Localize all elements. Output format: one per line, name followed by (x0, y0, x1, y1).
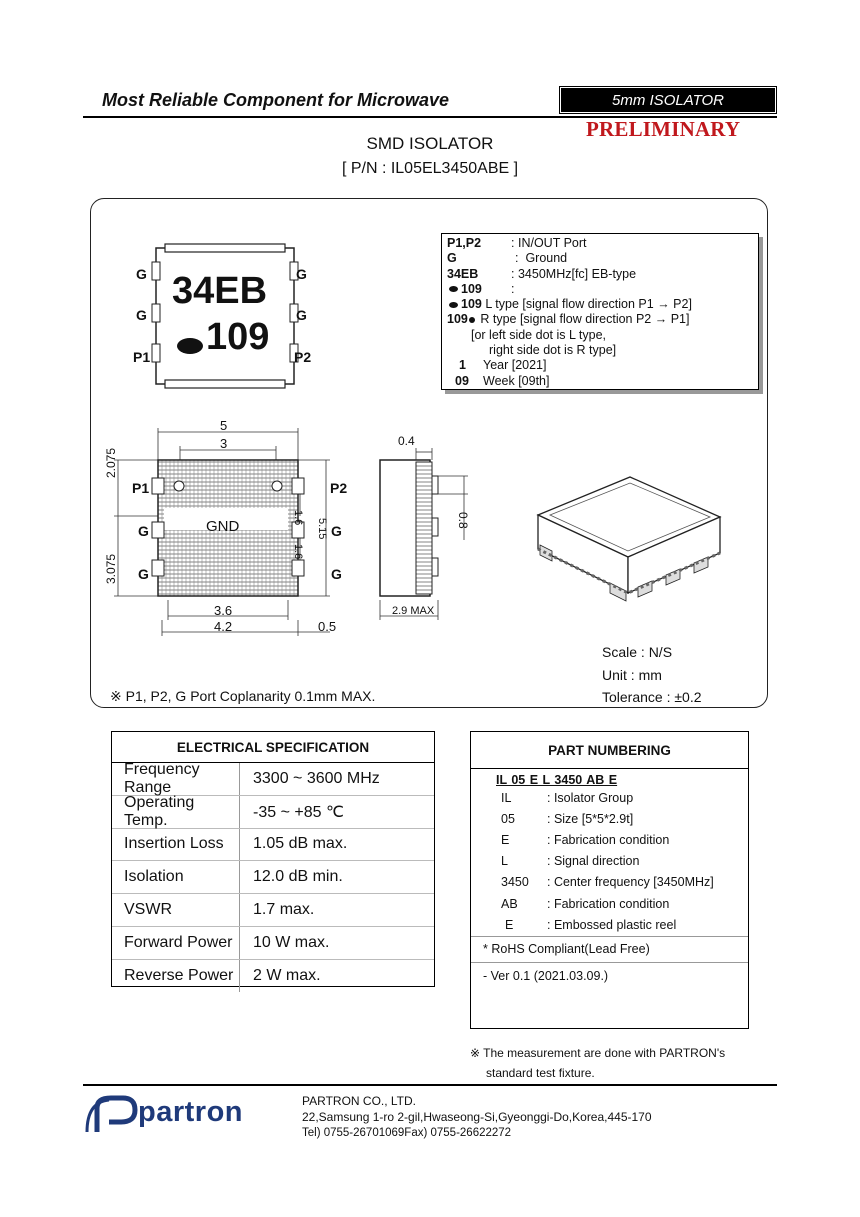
list-item: IL : Isolator Group (501, 790, 634, 805)
bottom-pin-right-1: P2 (330, 480, 348, 496)
company-phone: Tel) 0755-26701069Fax) 0755-26622272 (302, 1127, 512, 1139)
marking-lot: 109 (206, 316, 270, 358)
pin-right-2: G (296, 307, 307, 323)
legend-row: 109 R type [signal flow direction P2 → P1] (447, 312, 690, 327)
dim-08: 0.8 (456, 512, 470, 529)
dim-16b: 1.6 (292, 544, 304, 560)
terminal-bottom (165, 380, 285, 388)
legend-row: right side dot is R type] (489, 343, 617, 358)
dim-36: 3.6 (214, 603, 233, 618)
legend-row: 109 : (447, 282, 753, 297)
measurement-note-2: standard test fixture. (486, 1066, 595, 1080)
list-item: AB : Fabrication condition (501, 896, 670, 911)
dim-width: 5 (220, 418, 228, 433)
bottom-pin-left-2: G (138, 523, 149, 539)
pin1-mark (174, 481, 184, 491)
part-numbering-box (470, 731, 749, 1029)
tolerance-label: Tolerance : ±0.2 (602, 689, 702, 705)
marking-code: 34EB (172, 270, 268, 312)
dim-2075: 2.075 (104, 447, 118, 478)
list-item: E : Embossed plastic reel (505, 917, 677, 932)
pad-left-2 (152, 304, 160, 322)
dim-42: 4.2 (214, 619, 233, 634)
pad-p2 (292, 478, 304, 494)
pad-left-1 (152, 262, 160, 280)
dot-icon (449, 302, 458, 308)
bottom-pin-right-3: G (331, 566, 342, 582)
electrical-spec-table (111, 731, 435, 987)
part-number-title: [ P/N : IL05EL3450ABE ] (341, 160, 519, 177)
table-row: Frequency Range 3300 ~ 3600 MHz (112, 763, 434, 796)
legend-row: P1,P2 : IN/OUT Port (447, 236, 587, 250)
bottom-pin-left-1: P1 (132, 480, 150, 496)
pin-left-2: G (136, 307, 147, 323)
company-name: PARTRON CO., LTD. (302, 1094, 417, 1108)
dim-29: 2.9 MAX (392, 605, 435, 617)
dim-05: 0.5 (318, 619, 337, 634)
gnd-label: GND (206, 518, 240, 535)
legend-row: G : Ground (447, 251, 568, 266)
document-title: SMD ISOLATOR (366, 134, 494, 153)
table-row: VSWR 1.7 max. (112, 894, 434, 927)
table-row: Reverse Power 2 W max. (112, 960, 434, 992)
dot-icon (469, 317, 475, 323)
pin-right-1: G (296, 266, 307, 282)
company-address: 22,Samsung 1-ro 2-gil,Hwaseong-Si,Gyeonggi-Do,Korea,445-170 (302, 1110, 652, 1124)
list-item: 3450 : Center frequency [3450MHz] (501, 875, 714, 890)
bottom-pin-right-2: G (331, 523, 342, 539)
pin-left-1: G (136, 266, 147, 282)
electrical-spec-heading: ELECTRICAL SPECIFICATION (112, 732, 434, 763)
product-label: 5mm ISOLATOR (561, 88, 775, 112)
dot-icon (449, 286, 458, 292)
isometric-view (530, 465, 730, 615)
measurement-note: ※ The measurement are done with PARTRON's (470, 1046, 726, 1060)
legend-row: 1 Year [2021] (459, 358, 547, 373)
legend-row: [or left side dot is L type, (471, 327, 607, 342)
bottom-pin-left-3: G (138, 566, 149, 582)
coplanarity-note: ※ P1, P2, G Port Coplanarity 0.1mm MAX. (110, 688, 376, 704)
table-row: Isolation 12.0 dB min. (112, 861, 434, 894)
side-terminal (416, 462, 432, 594)
footer-company-block (302, 1093, 652, 1141)
legend-row: 34EB : 3450MHz[fc] EB-type (447, 266, 637, 281)
direction-dot (177, 338, 203, 354)
legend-row: 109 L type [signal flow direction P1 → P2] (447, 297, 753, 312)
table-row: Insertion Loss 1.05 dB max. (112, 829, 434, 862)
pad-g1 (152, 522, 164, 538)
list-item: L : Signal direction (501, 854, 640, 869)
part-numbering-heading: PART NUMBERING (471, 732, 748, 769)
dim-inner-width: 3 (220, 436, 228, 451)
marking-legend (441, 233, 759, 390)
logo-wordmark: partron (138, 1096, 243, 1128)
terminal-top (165, 244, 285, 252)
pin-left-3: P1 (133, 349, 151, 365)
dim-515: 5.15 (316, 518, 328, 540)
pad-g4 (292, 560, 304, 576)
table-row: Operating Temp. -35 ~ +85 ℃ (112, 796, 434, 829)
pad-left-3 (152, 344, 160, 362)
pin-right-3: P2 (294, 349, 312, 365)
legend-row: 09 Week [09th] (455, 373, 550, 388)
table-row: Forward Power 10 W max. (112, 927, 434, 960)
list-item: E : Fabrication condition (501, 832, 670, 847)
pin2-mark (272, 481, 282, 491)
scale-label: Scale : N/S (602, 644, 673, 660)
status-label: PRELIMINARY (586, 117, 741, 141)
pad-p1 (152, 478, 164, 494)
version-note: - Ver 0.1 (2021.03.09.) (483, 969, 609, 984)
list-item: 05 : Size [5*5*2.9t] (501, 811, 634, 826)
header-tagline: Most Reliable Component for Microwave (102, 90, 450, 110)
dim-16a: 1.6 (292, 510, 304, 526)
footer-divider (83, 1084, 777, 1086)
pad-g2 (152, 560, 164, 576)
unit-label: Unit : mm (602, 667, 662, 683)
side-view-drawing (372, 440, 482, 630)
rohs-note: * RoHS Compliant(Lead Free) (471, 936, 748, 963)
dim-3075: 3.075 (104, 553, 118, 584)
dim-04: 0.4 (398, 434, 415, 448)
part-code: IL 05 E L 3450 AB E (496, 773, 618, 787)
